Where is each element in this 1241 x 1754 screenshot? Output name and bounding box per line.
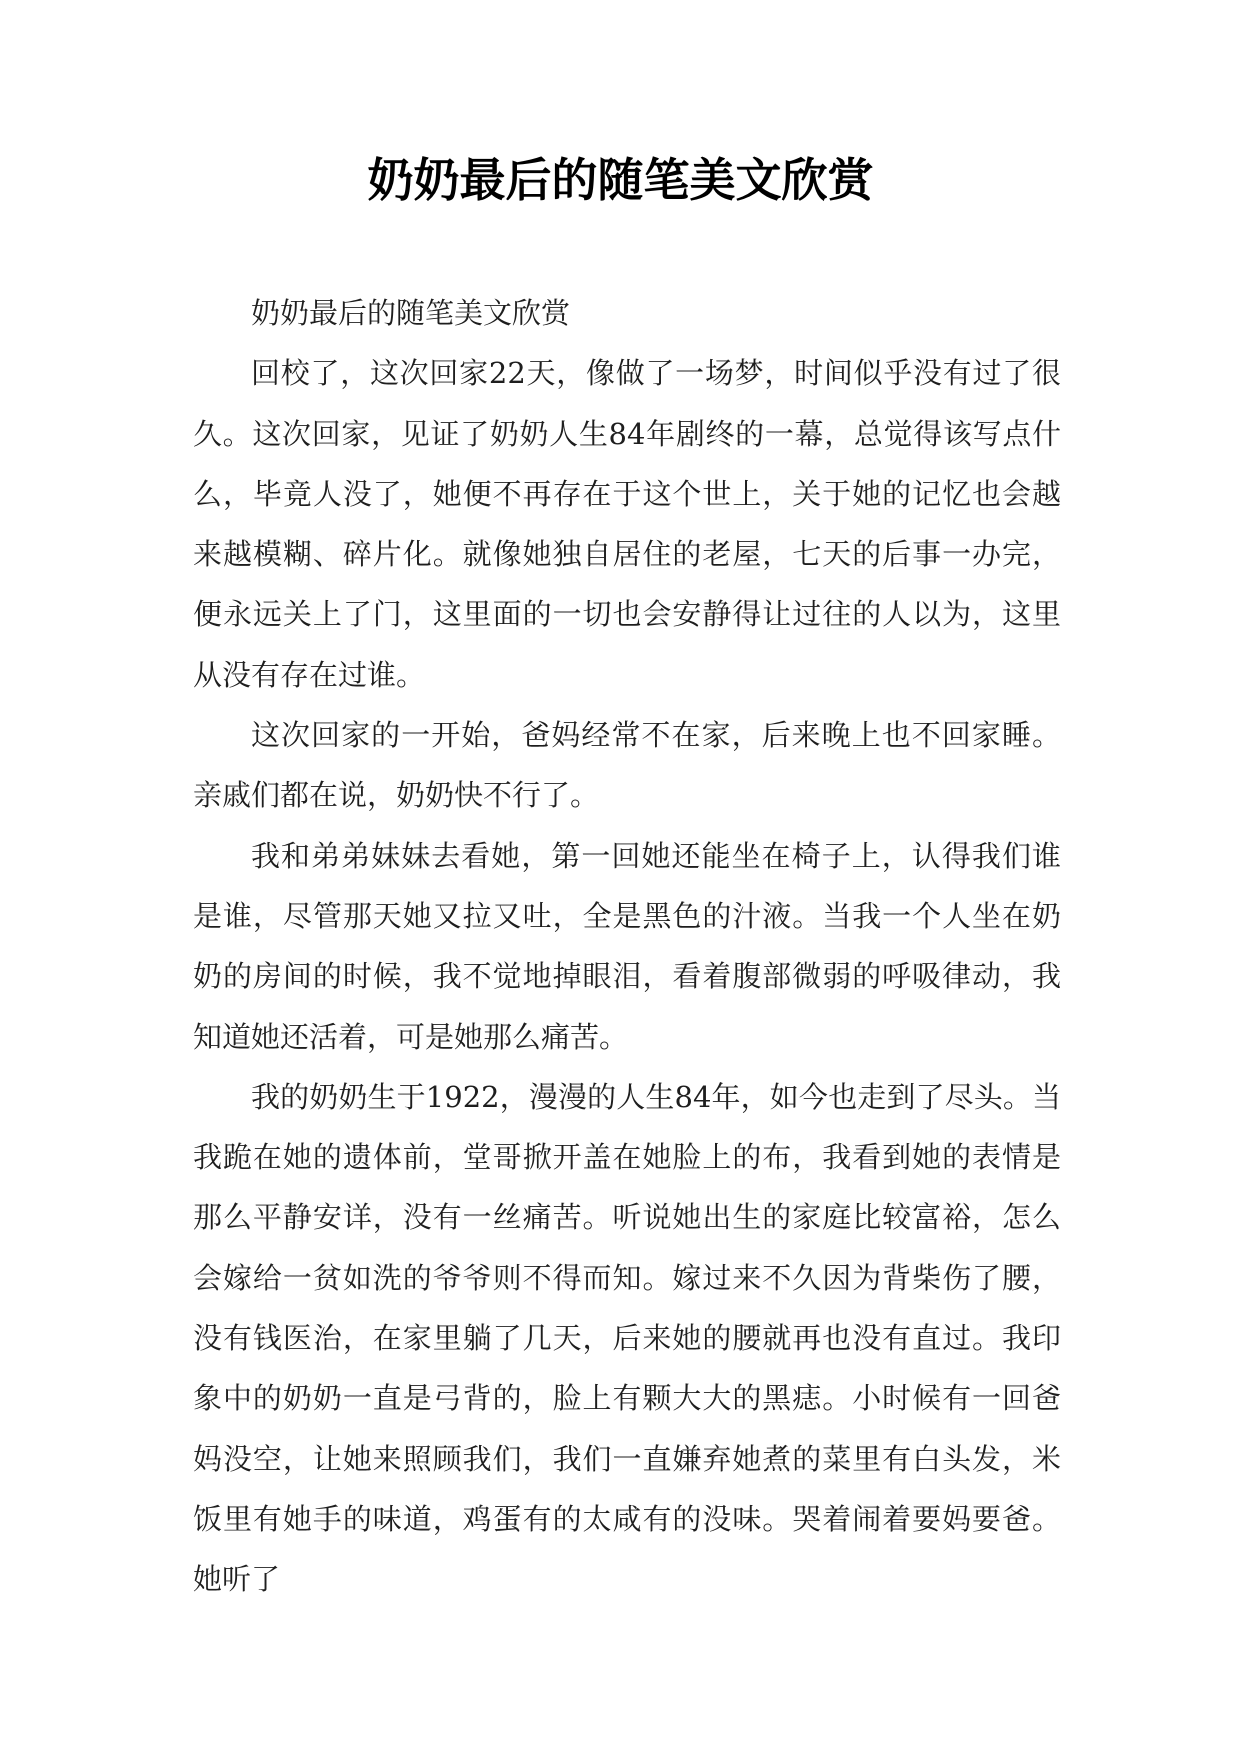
paragraph-subtitle: 奶奶最后的随笔美文欣赏 [251, 296, 571, 330]
document-title: 奶奶最后的随笔美文欣赏 [367, 153, 874, 207]
document-body [193, 283, 1061, 1610]
paragraph: 我的奶奶生于1922，漫漫的人生84年，如今也走到了尽头。当我跪在她的遗体前，堂哥掀开盖在她脸上的布，我看到她的表情是那么平静安详，没有一丝痛苦。听说她出生的家庭比较富裕，怎么会嫁给一贫如洗的爷爷则不得而知。嫁过来不久因为背柴伤了腰，没有钱医治，在家里躺了几天，后来她的腰就再也没有直过。我印象中的奶奶一直是弓背的，脸上有颗大大的黑痣。小时候有一回爸妈没空，让她来照顾我们，我们一直嫌弃她煮的菜里有白头发，米饭里有她手的味道，鸡蛋有的太咸有的没味。哭着闹着要妈要爸。她听了 [193, 1079, 1061, 1597]
paragraph: 这次回家的一开始，爸妈经常不在家，后来晚上也不回家睡。亲戚们都在说，奶奶快不行了。 [193, 718, 1061, 813]
paragraph: 我和弟弟妹妹去看她，第一回她还能坐在椅子上，认得我们谁是谁，尽管那天她又拉又吐，全是黑色的汁液。当我一个人坐在奶奶的房间的时候，我不觉地掉眼泪，看着腹部微弱的呼吸律动，我知道她还活着，可是她那么痛苦。 [193, 838, 1061, 1054]
paragraph: 回校了，这次回家22天，像做了一场梦，时间似乎没有过了很久。这次回家，见证了奶奶人生84年剧终的一幕，总觉得该写点什么，毕竟人没了，她便不再存在于这个世上，关于她的记忆也会越来越模糊、碎片化。就像她独自居住的老屋，七天的后事一办完，便永远关上了门，这里面的一切也会安静得让过往的人以为，这里从没有存在过谁。 [193, 356, 1061, 692]
